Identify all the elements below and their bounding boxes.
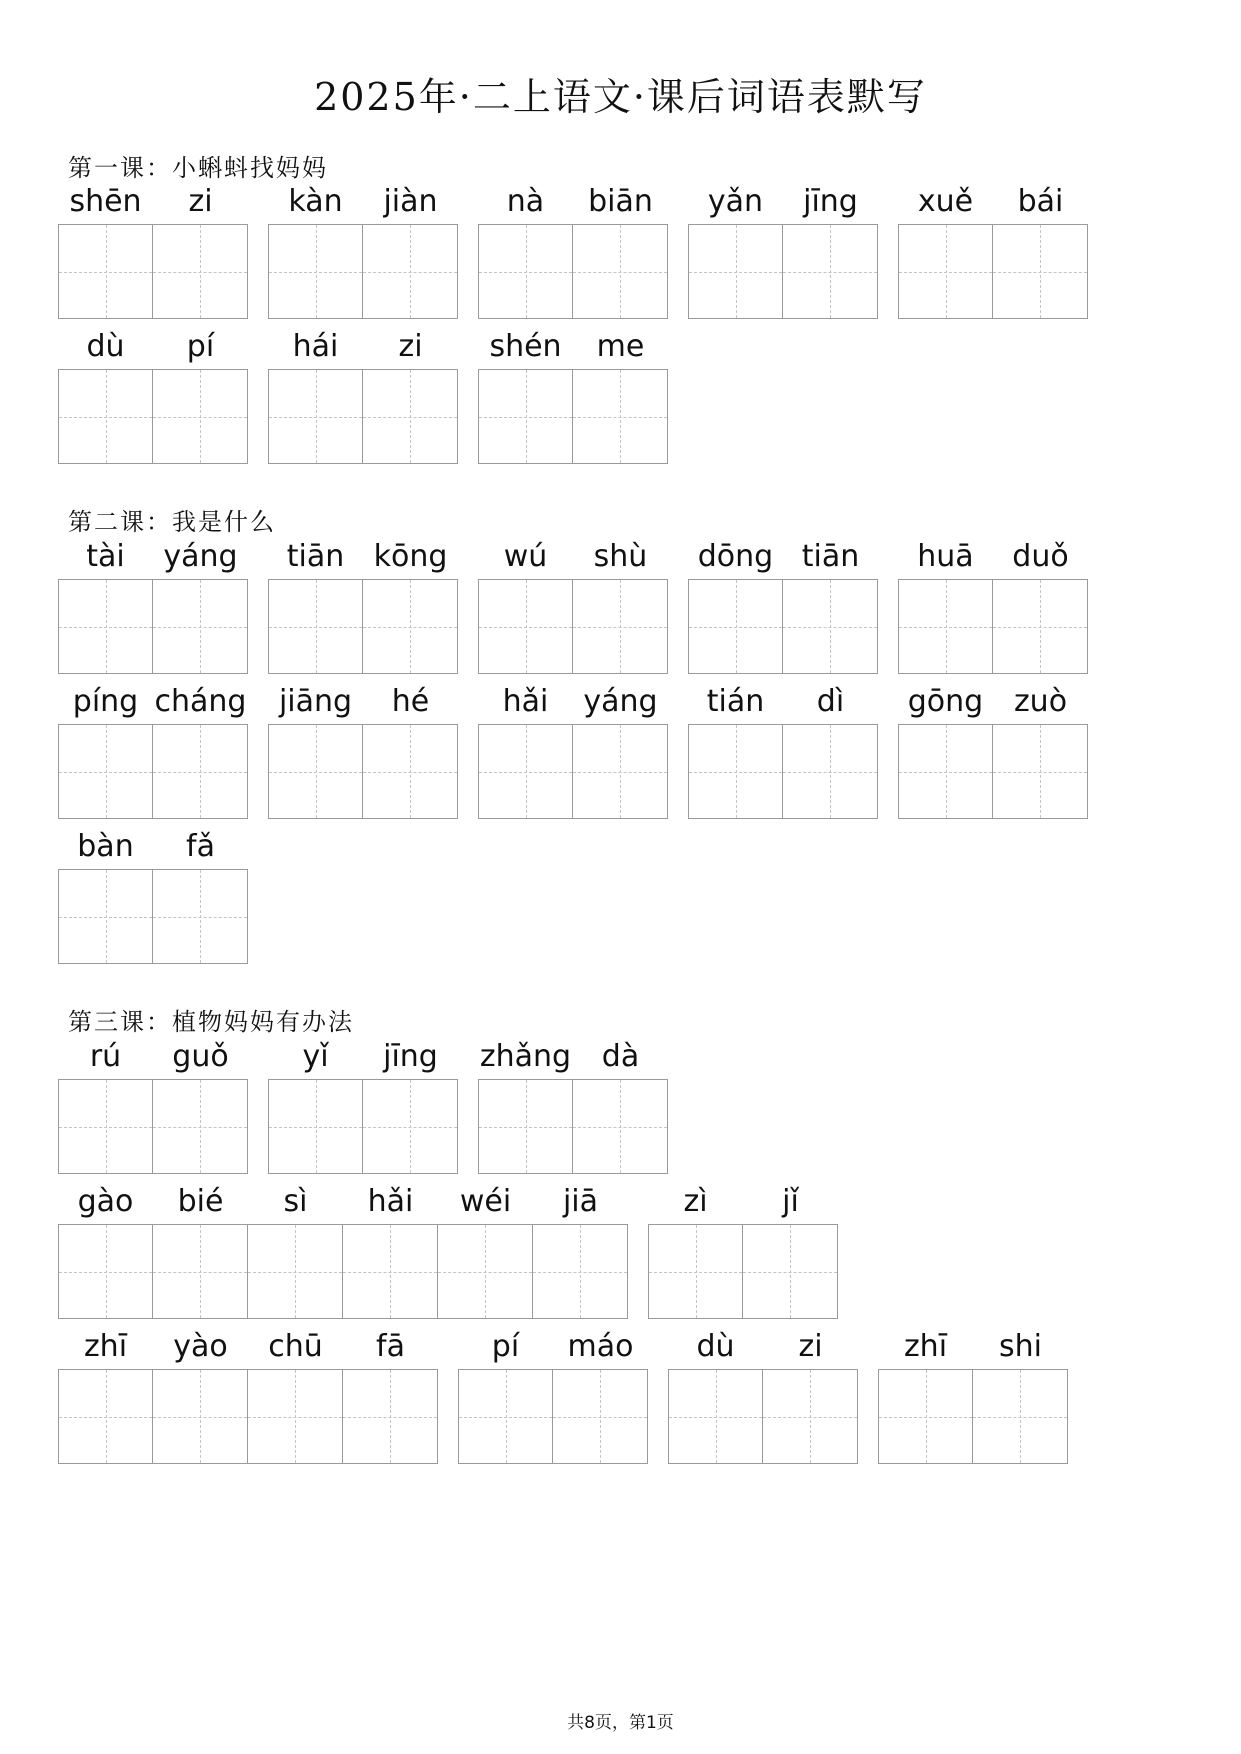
writing-box[interactable] — [783, 579, 878, 674]
writing-box[interactable] — [58, 1224, 153, 1319]
character-cell — [268, 325, 363, 464]
pinyin-label: pí — [491, 1329, 520, 1364]
character-cell — [58, 1325, 153, 1464]
writing-box[interactable] — [898, 724, 993, 819]
character-cell — [478, 180, 573, 319]
writing-box[interactable] — [268, 369, 363, 464]
writing-box[interactable] — [533, 1224, 628, 1319]
writing-box[interactable] — [248, 1224, 343, 1319]
writing-box[interactable] — [363, 579, 458, 674]
character-cell — [478, 325, 573, 464]
character-cell — [58, 825, 153, 964]
word-group — [648, 1180, 838, 1319]
page-title: 2025年·二上语文·课后词语表默写 — [314, 75, 927, 119]
pinyin-label: shù — [593, 539, 648, 574]
pinyin-label: cháng — [154, 684, 247, 719]
character-cell — [58, 325, 153, 464]
word-group — [898, 180, 1088, 319]
character-cell — [153, 325, 248, 464]
word-group — [478, 325, 668, 464]
character-cell — [898, 680, 993, 819]
pinyin-label: dōng — [697, 539, 774, 574]
pinyin-label: chū — [268, 1329, 323, 1364]
character-cell — [458, 1325, 553, 1464]
pinyin-label: yáng — [163, 539, 238, 574]
writing-box[interactable] — [668, 1369, 763, 1464]
character-cell — [783, 680, 878, 819]
character-cell — [58, 1180, 153, 1319]
writing-box[interactable] — [58, 1369, 153, 1464]
character-cell — [153, 1325, 248, 1464]
character-cell — [973, 1325, 1068, 1464]
writing-box[interactable] — [573, 1079, 668, 1174]
writing-box[interactable] — [268, 224, 363, 319]
character-cell — [343, 1325, 438, 1464]
character-cell — [363, 180, 458, 319]
pinyin-label: yào — [173, 1329, 228, 1364]
character-cell — [993, 535, 1088, 674]
lesson-heading: 第三课：植物妈妈有办法 — [68, 1008, 354, 1036]
pinyin-label: tián — [706, 684, 765, 719]
pinyin-label: zi — [398, 329, 423, 364]
pinyin-label: jiā — [562, 1184, 599, 1219]
writing-box[interactable] — [268, 724, 363, 819]
writing-box[interactable] — [58, 369, 153, 464]
character-cell — [478, 1035, 573, 1174]
pinyin-label: dì — [816, 684, 845, 719]
pinyin-label: wú — [503, 539, 548, 574]
character-cell — [268, 180, 363, 319]
writing-box[interactable] — [688, 224, 783, 319]
word-group — [58, 680, 248, 819]
character-cell — [363, 535, 458, 674]
writing-box[interactable] — [573, 224, 668, 319]
word-group — [58, 1035, 248, 1174]
pinyin-label: fā — [376, 1329, 405, 1364]
writing-box[interactable] — [153, 369, 248, 464]
writing-box[interactable] — [153, 224, 248, 319]
writing-box[interactable] — [763, 1369, 858, 1464]
pinyin-label: bái — [1017, 184, 1064, 219]
pinyin-label: zhī — [903, 1329, 948, 1364]
word-group — [268, 1035, 458, 1174]
word-group — [898, 680, 1088, 819]
pinyin-label: jīng — [803, 184, 858, 219]
word-group — [898, 535, 1088, 674]
writing-box[interactable] — [343, 1369, 438, 1464]
pinyin-label: kōng — [373, 539, 448, 574]
word-group — [58, 1180, 628, 1319]
pinyin-label: sì — [283, 1184, 308, 1219]
pinyin-label: yáng — [583, 684, 658, 719]
writing-box[interactable] — [573, 369, 668, 464]
pinyin-label: zì — [683, 1184, 708, 1219]
word-group — [58, 535, 248, 674]
writing-box[interactable] — [993, 224, 1088, 319]
writing-box[interactable] — [478, 369, 573, 464]
character-cell — [478, 535, 573, 674]
word-row — [58, 535, 1108, 674]
pinyin-label: jiàn — [383, 184, 438, 219]
character-cell — [153, 180, 248, 319]
writing-box[interactable] — [363, 1079, 458, 1174]
character-cell — [343, 1180, 438, 1319]
pinyin-label: rú — [89, 1039, 122, 1074]
character-cell — [478, 680, 573, 819]
character-cell — [58, 535, 153, 674]
writing-box[interactable] — [478, 224, 573, 319]
character-cell — [688, 535, 783, 674]
word-group — [268, 535, 458, 674]
character-cell — [58, 1035, 153, 1174]
pinyin-label: xuě — [917, 184, 974, 219]
word-row — [58, 1325, 1088, 1464]
word-group — [58, 180, 248, 319]
writing-box[interactable] — [783, 724, 878, 819]
pinyin-label: tài — [86, 539, 125, 574]
pinyin-label: bàn — [77, 829, 134, 864]
writing-box[interactable] — [878, 1369, 973, 1464]
pinyin-label: pí — [186, 329, 215, 364]
pinyin-label: nà — [506, 184, 545, 219]
word-group — [58, 1325, 438, 1464]
writing-box[interactable] — [343, 1224, 438, 1319]
pinyin-label: zi — [798, 1329, 823, 1364]
character-cell — [993, 680, 1088, 819]
word-group — [688, 180, 878, 319]
word-group — [478, 180, 668, 319]
character-cell — [573, 680, 668, 819]
pinyin-label: gào — [77, 1184, 134, 1219]
character-cell — [648, 1180, 743, 1319]
writing-box[interactable] — [58, 724, 153, 819]
writing-box[interactable] — [478, 724, 573, 819]
writing-box[interactable] — [268, 579, 363, 674]
pinyin-label: gōng — [907, 684, 984, 719]
pinyin-label: zhī — [83, 1329, 128, 1364]
pinyin-label: jǐ — [782, 1184, 799, 1219]
character-cell — [898, 180, 993, 319]
character-cell — [153, 1035, 248, 1174]
writing-box[interactable] — [153, 869, 248, 964]
word-row — [58, 680, 1108, 819]
writing-box[interactable] — [973, 1369, 1068, 1464]
character-cell — [668, 1325, 763, 1464]
pinyin-label: zhǎng — [479, 1039, 572, 1074]
pinyin-label: máo — [567, 1329, 634, 1364]
writing-box[interactable] — [993, 724, 1088, 819]
pinyin-label: hǎi — [367, 1184, 414, 1219]
writing-box[interactable] — [573, 579, 668, 674]
pinyin-label: jiāng — [278, 684, 353, 719]
word-group — [688, 535, 878, 674]
pinyin-label: hé — [391, 684, 430, 719]
word-group — [668, 1325, 858, 1464]
writing-box[interactable] — [438, 1224, 533, 1319]
pinyin-label: zi — [188, 184, 213, 219]
writing-box[interactable] — [743, 1224, 838, 1319]
pinyin-label: tiān — [801, 539, 860, 574]
character-cell — [363, 325, 458, 464]
writing-box[interactable] — [688, 579, 783, 674]
word-row — [58, 1035, 688, 1174]
character-cell — [533, 1180, 628, 1319]
writing-box[interactable] — [993, 579, 1088, 674]
pinyin-label: biān — [588, 184, 653, 219]
pinyin-label: shén — [489, 329, 562, 364]
character-cell — [763, 1325, 858, 1464]
character-cell — [573, 1035, 668, 1174]
character-cell — [58, 680, 153, 819]
word-group — [58, 325, 248, 464]
writing-box[interactable] — [688, 724, 783, 819]
pinyin-label: tiān — [286, 539, 345, 574]
character-cell — [688, 180, 783, 319]
writing-box[interactable] — [153, 1079, 248, 1174]
pinyin-label: dù — [86, 329, 125, 364]
page-footer: 共8页，第1页 — [567, 1713, 674, 1733]
character-cell — [898, 535, 993, 674]
pinyin-label: yǎn — [707, 184, 764, 219]
pinyin-label: yǐ — [302, 1039, 329, 1074]
writing-box[interactable] — [58, 869, 153, 964]
pinyin-label: dà — [601, 1039, 640, 1074]
character-cell — [153, 1180, 248, 1319]
word-group — [268, 325, 458, 464]
word-row — [58, 180, 1108, 319]
writing-box[interactable] — [153, 579, 248, 674]
pinyin-label: fǎ — [186, 829, 215, 864]
writing-box[interactable] — [363, 724, 458, 819]
word-row — [58, 325, 688, 464]
character-cell — [553, 1325, 648, 1464]
pinyin-label: wéi — [459, 1184, 512, 1219]
character-cell — [783, 180, 878, 319]
writing-box[interactable] — [458, 1369, 553, 1464]
character-cell — [688, 680, 783, 819]
writing-box[interactable] — [268, 1079, 363, 1174]
writing-box[interactable] — [783, 224, 878, 319]
character-cell — [58, 180, 153, 319]
character-cell — [153, 535, 248, 674]
writing-box[interactable] — [363, 369, 458, 464]
character-cell — [268, 535, 363, 674]
pinyin-label: zuò — [1013, 684, 1068, 719]
character-cell — [268, 1035, 363, 1174]
character-cell — [993, 180, 1088, 319]
writing-box[interactable] — [153, 724, 248, 819]
pinyin-label: kàn — [288, 184, 343, 219]
word-group — [268, 680, 458, 819]
pinyin-label: hái — [292, 329, 339, 364]
lesson-heading: 第二课：我是什么 — [68, 508, 276, 536]
writing-box[interactable] — [898, 224, 993, 319]
word-group — [478, 680, 668, 819]
character-cell — [363, 1035, 458, 1174]
character-cell — [783, 535, 878, 674]
writing-box[interactable] — [478, 1079, 573, 1174]
word-group — [268, 180, 458, 319]
character-cell — [248, 1325, 343, 1464]
pinyin-label: dù — [696, 1329, 735, 1364]
writing-box[interactable] — [573, 724, 668, 819]
writing-box[interactable] — [248, 1369, 343, 1464]
writing-box[interactable] — [478, 579, 573, 674]
writing-box[interactable] — [553, 1369, 648, 1464]
pinyin-label: guǒ — [172, 1039, 229, 1074]
pinyin-label: duǒ — [1012, 539, 1069, 574]
word-row — [58, 825, 268, 964]
character-cell — [573, 325, 668, 464]
word-group — [688, 680, 878, 819]
word-group — [458, 1325, 648, 1464]
character-cell — [743, 1180, 838, 1319]
writing-box[interactable] — [153, 1369, 248, 1464]
pinyin-label: huā — [917, 539, 974, 574]
character-cell — [878, 1325, 973, 1464]
word-row — [58, 1180, 858, 1319]
word-group — [478, 1035, 668, 1174]
character-cell — [438, 1180, 533, 1319]
writing-box[interactable] — [363, 224, 458, 319]
lesson-heading: 第一课：小蝌蚪找妈妈 — [68, 154, 328, 182]
writing-box[interactable] — [58, 1079, 153, 1174]
pinyin-label: shēn — [69, 184, 142, 219]
word-group — [878, 1325, 1068, 1464]
writing-box[interactable] — [58, 224, 153, 319]
pinyin-label: bié — [177, 1184, 224, 1219]
writing-box[interactable] — [648, 1224, 743, 1319]
character-cell — [573, 180, 668, 319]
pinyin-label: jīng — [383, 1039, 438, 1074]
character-cell — [363, 680, 458, 819]
character-cell — [153, 825, 248, 964]
character-cell — [573, 535, 668, 674]
pinyin-label: píng — [72, 684, 139, 719]
writing-box[interactable] — [58, 579, 153, 674]
character-cell — [153, 680, 248, 819]
pinyin-label: me — [596, 329, 645, 364]
character-cell — [268, 680, 363, 819]
word-group — [58, 825, 248, 964]
character-cell — [248, 1180, 343, 1319]
pinyin-label: hǎi — [502, 684, 549, 719]
pinyin-label: shi — [999, 1329, 1042, 1364]
writing-box[interactable] — [153, 1224, 248, 1319]
word-group — [478, 535, 668, 674]
writing-box[interactable] — [898, 579, 993, 674]
